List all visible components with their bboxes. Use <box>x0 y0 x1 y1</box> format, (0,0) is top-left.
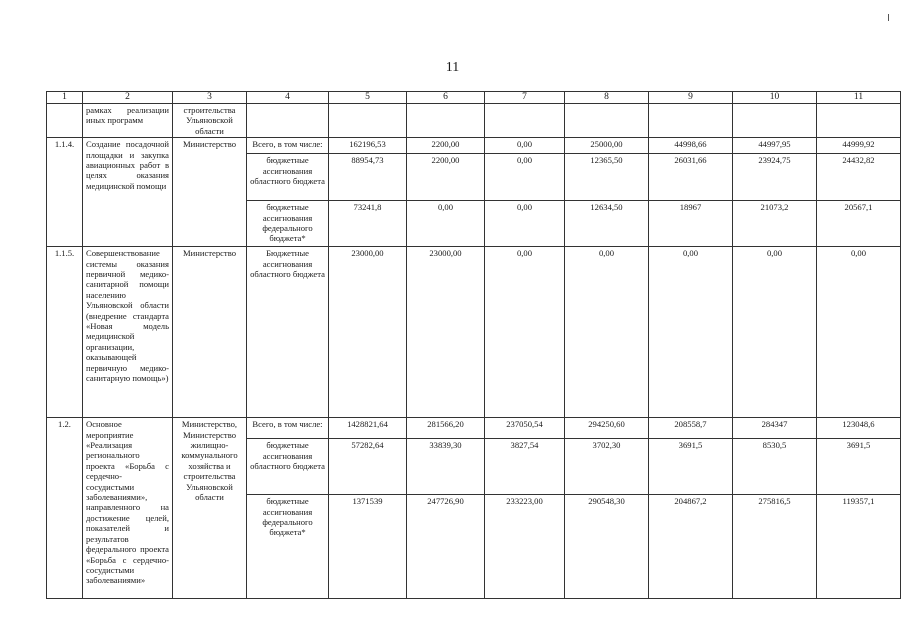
funding-source-cell: Всего, в том числе: <box>247 138 329 154</box>
value-cell: 44999,92 <box>817 138 901 154</box>
value-cell: 3691,5 <box>649 439 733 495</box>
value-cell: 18967 <box>649 201 733 247</box>
row-number-cell: 1.1.5. <box>47 247 83 418</box>
value-cell: 3702,30 <box>565 439 649 495</box>
value-cell: 3691,5 <box>817 439 901 495</box>
funding-source-cell: Всего, в том числе: <box>247 418 329 439</box>
continuation-row <box>47 104 901 138</box>
value-cell: 275816,5 <box>733 495 817 599</box>
value-cell: 162196,53 <box>329 138 407 154</box>
value-cell: 123048,6 <box>817 418 901 439</box>
table-row <box>47 418 901 439</box>
value-cell: 23000,00 <box>329 247 407 418</box>
column-header: 7 <box>485 92 565 104</box>
row-number-cell: 1.1.4. <box>47 138 83 247</box>
activity-name-cell: Создание посадочной площадки и закупка авиационных работ в целях оказания медицинской помощи <box>83 138 173 247</box>
value-cell: 0,00 <box>565 247 649 418</box>
column-header: 5 <box>329 92 407 104</box>
value-cell: 73241,8 <box>329 201 407 247</box>
column-header: 10 <box>733 92 817 104</box>
value-cell <box>407 104 485 138</box>
column-header: 4 <box>247 92 329 104</box>
value-cell <box>485 104 565 138</box>
table-row <box>47 138 901 154</box>
column-header: 1 <box>47 92 83 104</box>
value-cell: 26031,66 <box>649 154 733 201</box>
value-cell: 119357,1 <box>817 495 901 599</box>
column-header: 6 <box>407 92 485 104</box>
value-cell: 0,00 <box>485 154 565 201</box>
value-cell: 0,00 <box>407 201 485 247</box>
executor-cell: Министерство <box>173 138 247 247</box>
funding-source-cell: бюджетные ассигнования областного бюджета <box>247 154 329 201</box>
value-cell: 0,00 <box>649 247 733 418</box>
value-cell: 44998,66 <box>649 138 733 154</box>
row-number-cell: 1.2. <box>47 418 83 599</box>
value-cell: 284347 <box>733 418 817 439</box>
value-cell: 0,00 <box>485 247 565 418</box>
value-cell: 12634,50 <box>565 201 649 247</box>
value-cell: 24432,82 <box>817 154 901 201</box>
value-cell <box>733 104 817 138</box>
value-cell: 20567,1 <box>817 201 901 247</box>
value-cell: 0,00 <box>485 201 565 247</box>
column-header: 9 <box>649 92 733 104</box>
table-row <box>47 247 901 418</box>
funding-source-cell: Бюджетные ассигнования областного бюджета <box>247 247 329 418</box>
value-cell: 3827,54 <box>485 439 565 495</box>
value-cell: 237050,54 <box>485 418 565 439</box>
page-number: 11 <box>445 60 460 75</box>
value-cell: 290548,30 <box>565 495 649 599</box>
value-cell: 57282,64 <box>329 439 407 495</box>
funding-source-cell: бюджетные ассигнования федерального бюджета* <box>247 495 329 599</box>
value-cell: 204867,2 <box>649 495 733 599</box>
row-number-cell <box>47 104 83 138</box>
activity-name-cell: Совершенствование системы оказания первичной медико-санитарной помощи населению Ульяновской области (внедрение стандарта «Новая модель медицинской организации, оказывающей первичную медико-санитарную помощь») <box>83 247 173 418</box>
value-cell: 294250,60 <box>565 418 649 439</box>
value-cell: 12365,50 <box>565 154 649 201</box>
column-header: 2 <box>83 92 173 104</box>
scan-edge-mark <box>888 14 889 21</box>
value-cell: 2200,00 <box>407 138 485 154</box>
value-cell: 8530,5 <box>733 439 817 495</box>
value-cell: 0,00 <box>733 247 817 418</box>
value-cell: 25000,00 <box>565 138 649 154</box>
funding-source-cell: бюджетные ассигнования областного бюджета <box>247 439 329 495</box>
value-cell: 2200,00 <box>407 154 485 201</box>
executor-cell: строительства Ульяновской области <box>173 104 247 138</box>
value-cell: 0,00 <box>817 247 901 418</box>
value-cell: 44997,95 <box>733 138 817 154</box>
activity-name-cell: рамках реализации иных программ <box>83 104 173 138</box>
value-cell: 1371539 <box>329 495 407 599</box>
value-cell: 88954,73 <box>329 154 407 201</box>
value-cell <box>649 104 733 138</box>
value-cell: 23000,00 <box>407 247 485 418</box>
column-header: 11 <box>817 92 901 104</box>
activity-name-cell: Основное мероприятие «Реализация регионального проекта «Борьба с сердечно-сосудистыми заболеваниями», направленного на достижение целей, показателей и результатов федерального проекта «Борьба с сердечно-сосудистыми заболеваниями» <box>83 418 173 599</box>
funding-source-cell <box>247 104 329 138</box>
value-cell: 21073,2 <box>733 201 817 247</box>
executor-cell: Министерство <box>173 247 247 418</box>
value-cell: 0,00 <box>485 138 565 154</box>
column-header: 8 <box>565 92 649 104</box>
value-cell: 247726,90 <box>407 495 485 599</box>
value-cell: 33839,30 <box>407 439 485 495</box>
executor-cell: Министерство, Министерство жилищно-коммунального хозяйства и строительства Ульяновской области <box>173 418 247 599</box>
budget-table <box>46 91 901 599</box>
value-cell <box>817 104 901 138</box>
value-cell: 23924,75 <box>733 154 817 201</box>
value-cell: 281566,20 <box>407 418 485 439</box>
value-cell: 208558,7 <box>649 418 733 439</box>
value-cell: 233223,00 <box>485 495 565 599</box>
value-cell <box>329 104 407 138</box>
funding-source-cell: бюджетные ассигнования федерального бюджета* <box>247 201 329 247</box>
column-header: 3 <box>173 92 247 104</box>
value-cell: 1428821,64 <box>329 418 407 439</box>
column-header-row <box>47 92 901 104</box>
value-cell <box>565 104 649 138</box>
